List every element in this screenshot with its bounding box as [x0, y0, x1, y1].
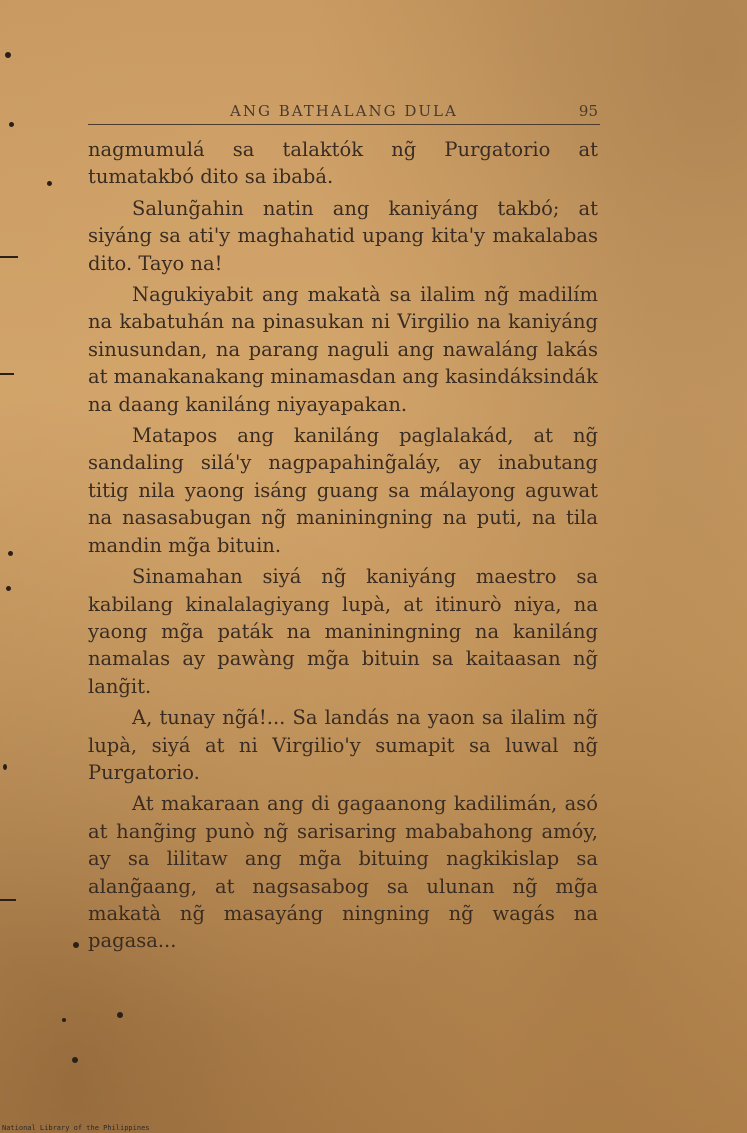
paragraph-2: Salung̃ahin natin ang kaniyáng takbó; at siyáng sa ati'y maghahatid upang kita'y makalabas dito. Tayo na!: [88, 196, 598, 275]
ink-speck: [6, 586, 11, 591]
library-credit: National Library of the Philippines: [2, 1124, 150, 1132]
edge-mark: [0, 256, 18, 258]
paragraph-6: A, tunay ng̃á!... Sa landás na yaon sa ilalim ng̃ lupà, siyá at ni Virgilio'y sumapit sa luwal ng̃ Purgatorio.: [88, 706, 598, 784]
ink-speck: [5, 52, 11, 58]
ink-speck: [72, 1057, 78, 1063]
ink-speck: [62, 1018, 66, 1022]
edge-mark: [0, 899, 16, 901]
paragraph-5: Sinamahan siyá ng̃ kaniyáng maestro sa kabilang kinalalagiyang lupà, at itinurò niya, na yaong mg̃a paták na maniningning na kaniláng namalas ay pawàng mg̃a bituin sa kaitaasan ng̃ lang̃it.: [88, 565, 598, 698]
paragraph-7: At makaraan ang di gagaanong kadilimán, asó at hang̃ing punò ng̃ sarisaring mababahong amóy, ay sa lilitaw ang mg̃a bituing nagkikislap sa alang̃aang, at nagsasabog sa ulunan ng̃ mg̃a makatà ng̃ masayáng ningning ng̃ wagás na pagasa...: [88, 792, 598, 953]
paragraph-1: nagmumulá sa talaktók ng̃ Purgatorio at tumatakbó dito sa ibabá.: [88, 138, 598, 189]
paragraph-3: Nagukiyabit ang makatà sa ilalim ng̃ madilím na kabatuhán na pinasukan ni Virgilio na kaniyáng sinusundan, na parang naguli ang nawaláng lakás at manakanakang minamasdan ang kasindáksindák na daang kaniláng niyayapakan.: [88, 283, 598, 416]
page-body: [88, 136, 598, 959]
header-rule: [88, 124, 600, 125]
ink-speck: [3, 764, 7, 770]
running-title: ANG BATHALANG DULA: [230, 102, 458, 120]
ink-speck: [8, 551, 13, 556]
paragraph-4: Matapos ang kaniláng paglalakád, at ng̃ sandaling silá'y nagpapahing̃aláy, ay inabutang titig nila yaong isáng guang sa málayong aguwat na nasasabugan ng̃ maniningning na puti, na tila mandin mg̃a bituin.: [88, 424, 598, 557]
page-number: 95: [578, 102, 598, 120]
ink-speck: [73, 942, 79, 948]
ink-speck: [117, 1012, 123, 1018]
edge-mark: [0, 373, 14, 375]
page-header: [88, 100, 600, 126]
ink-speck: [47, 181, 52, 186]
ink-speck: [9, 122, 14, 127]
